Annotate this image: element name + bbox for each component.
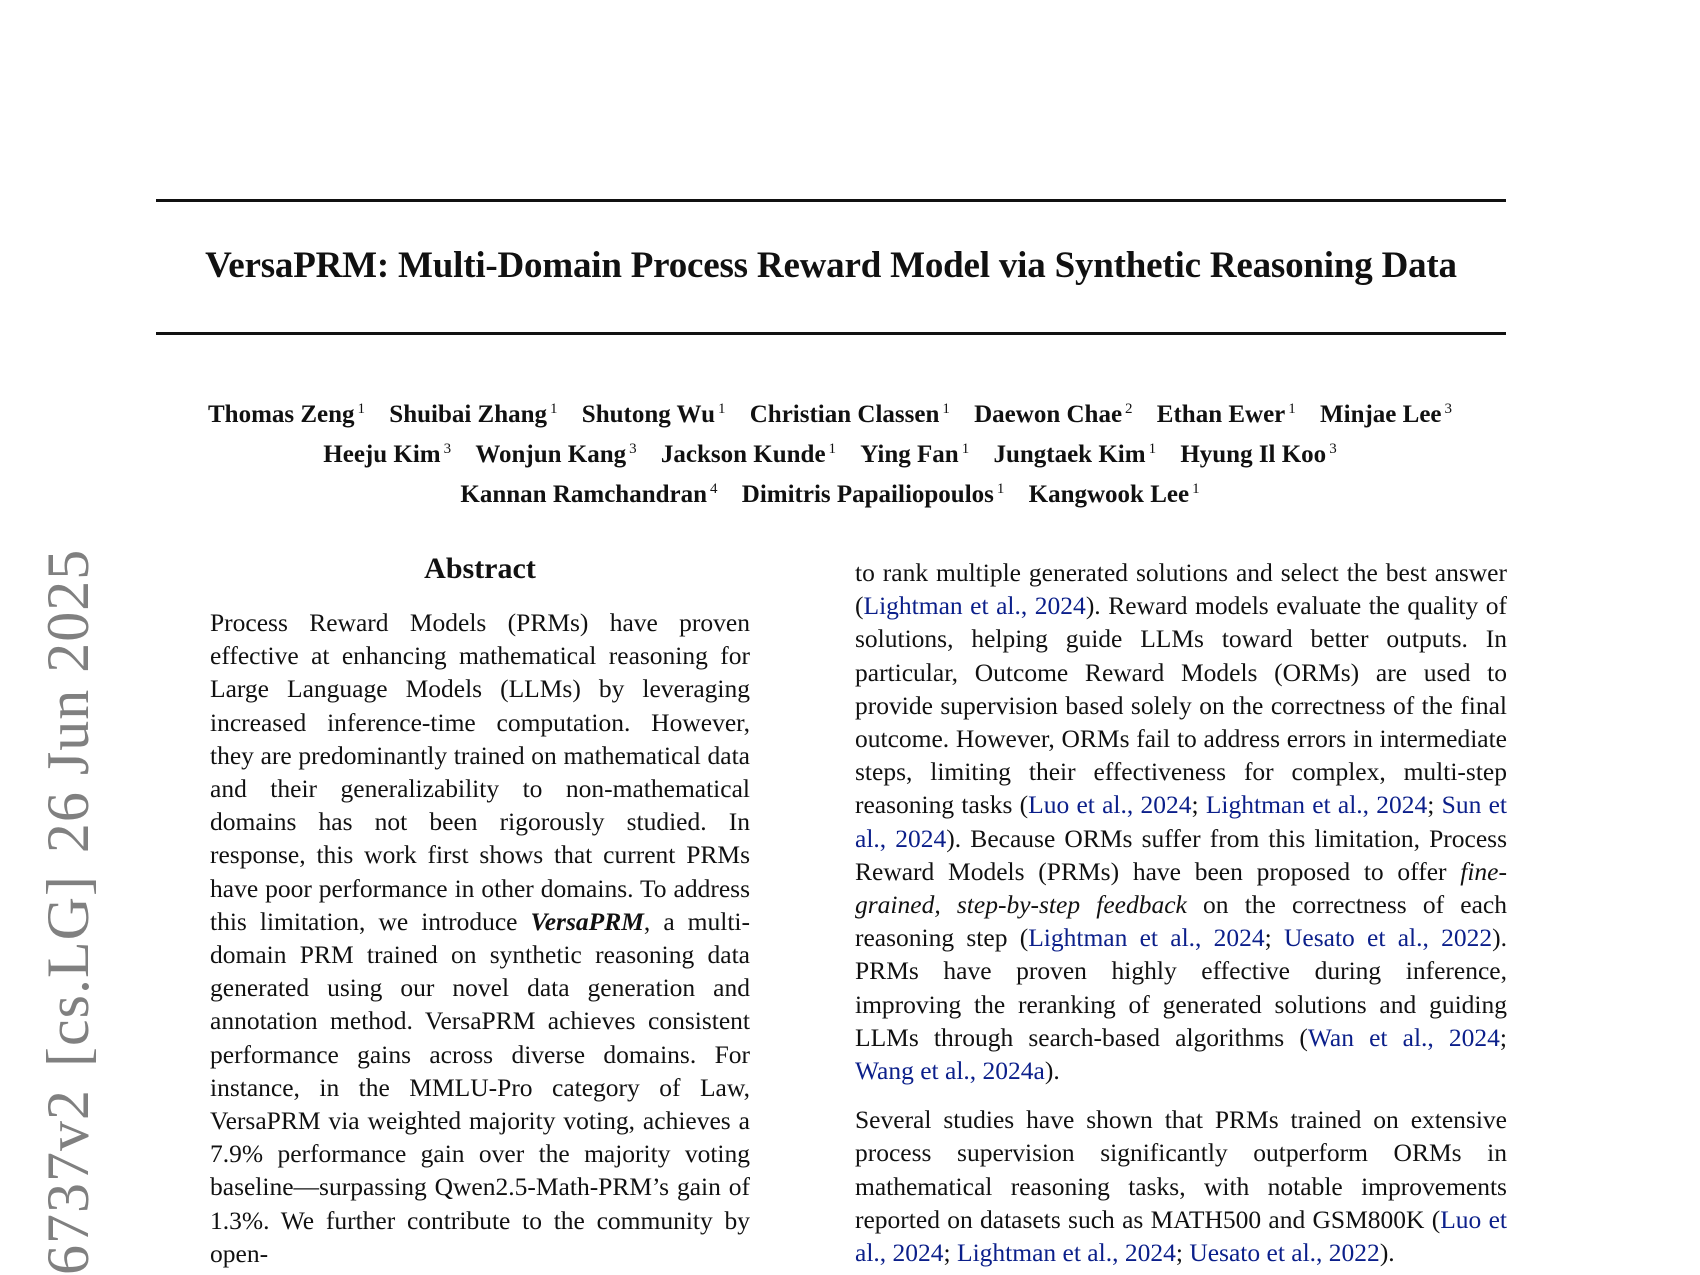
arxiv-category: [cs.LG] xyxy=(35,875,101,1067)
citation-link[interactable]: Lightman et al., 2024 xyxy=(1028,923,1265,953)
arxiv-date: 26 Jun 2025 xyxy=(35,548,101,854)
introduction-column xyxy=(855,556,1507,1269)
author: Heeju Kim $^3$ xyxy=(323,441,452,468)
abstract-heading: Abstract xyxy=(424,552,536,585)
author: Hyung Il Koo $^3$ xyxy=(1180,441,1337,468)
author: Christian Classen $^1$ xyxy=(749,401,950,428)
author: Daewon Chae $^2$ xyxy=(974,401,1133,428)
intro-paragraph: Several studies have shown that PRMs trained on extensive process supervision significantly outperform ORMs in mathematical reasoning tasks, with notable improvements reported on datasets such as MATH500 and GSM800K (Luo et al., 2024; Lightman et al., 2024; Uesato et al., 2022). xyxy=(855,1105,1507,1268)
citation-link[interactable]: Luo et al., 2024 xyxy=(1028,790,1192,820)
author: Wonjun Kang $^3$ xyxy=(475,441,637,468)
arxiv-id: 6737v2 xyxy=(35,1089,101,1275)
emphasis-text: fine-grained, step-by-step feedback xyxy=(855,856,1507,920)
citation-link[interactable]: Sun et al., 2024 xyxy=(855,790,1507,853)
citation-link[interactable]: Lightman et al., 2024 xyxy=(957,1238,1176,1268)
intro-paragraph: to rank multiple generated solutions and select the best answer (Lightman et al., 2024). Reward models evaluate the quality of solutions, helping guide LLMs toward better outputs. In particular, Outcome Reward Models (ORMs) are used to provide supervision based solely on the correctness of the final outcome. However, ORMs fail to address errors in intermediate steps, limiting their effectiveness for complex, multi-step reasoning tasks (Luo et al., 2024; Lightman et al., 2024; Sun et al., 2024). Because ORMs suffer from this limitation, Process Reward Models (PRMs) have been proposed to offer fine-grained, step-by-step feedback on the correctness of each reasoning step (Lightman et al., 2024; Uesato et al., 2022). PRMs have proven highly effective during inference, improving the reranking of generated solutions and guiding LLMs through search-based algorithms (Wan et al., 2024; Wang et al., 2024a). xyxy=(855,558,1508,1086)
citation-link[interactable]: Uesato et al., 2022 xyxy=(1284,923,1493,953)
author: Kannan Ramchandran $^4$ xyxy=(460,481,718,508)
title-top-rule xyxy=(156,199,1506,202)
author: Dimitris Papailiopoulos $^1$ xyxy=(741,481,1005,508)
author: Ying Fan $^1$ xyxy=(860,441,970,468)
abstract-body: Process Reward Models (PRMs) have proven effective at enhancing mathematical reasoning for Large Language Models (LLMs) by leveraging increased inference-time computation. However, they are predominantly trained on mathematical data and their generalizability to non-mathematical domains has not been rigorously studied. In response, this work first shows that current PRMs have poor performance in other domains. To address this limitation, we introduce VersaPRM, a multi-domain PRM trained on synthetic reasoning data generated using our novel data generation and annotation method. VersaPRM achieves consistent performance gains across diverse domains. For instance, in the MMLU-Pro category of Law, VersaPRM via weighted majority voting, achieves a 7.9% performance gain over the majority voting baseline—surpassing Qwen2.5-Math-PRM’s gain of 1.3%. We further contribute to the community by open- xyxy=(210,608,750,1268)
citation-link[interactable]: Uesato et al., 2022 xyxy=(1189,1238,1380,1268)
author: Ethan Ewer $^1$ xyxy=(1156,401,1296,428)
citation-link[interactable]: Wan et al., 2024 xyxy=(1307,1022,1500,1052)
author: Shuibai Zhang $^1$ xyxy=(389,401,558,428)
author-list xyxy=(140,392,1520,512)
author: Kangwook Lee $^1$ xyxy=(1028,481,1200,508)
author: Jackson Kunde $^1$ xyxy=(660,441,837,468)
title-bottom-rule xyxy=(156,332,1506,335)
citation-link[interactable]: Luo et al., 2024 xyxy=(855,1204,1507,1268)
author: Minjae Lee $^3$ xyxy=(1320,401,1453,428)
author: Thomas Zeng $^1$ xyxy=(207,401,366,428)
paper-title: VersaPRM: Multi-Domain Process Reward Model via Synthetic Reasoning Data xyxy=(205,245,1457,286)
author: Shutong Wu $^1$ xyxy=(581,401,726,428)
citation-link[interactable]: Wang et al., 2024a xyxy=(855,1056,1045,1086)
citation-link[interactable]: Lightman et al., 2024 xyxy=(863,591,1086,621)
author: Jungtaek Kim $^1$ xyxy=(993,441,1157,468)
model-name-emphasis: VersaPRM xyxy=(530,906,644,936)
citation-link[interactable]: Lightman et al., 2024 xyxy=(1205,790,1428,820)
arxiv-identifier-stamp xyxy=(34,527,103,1275)
